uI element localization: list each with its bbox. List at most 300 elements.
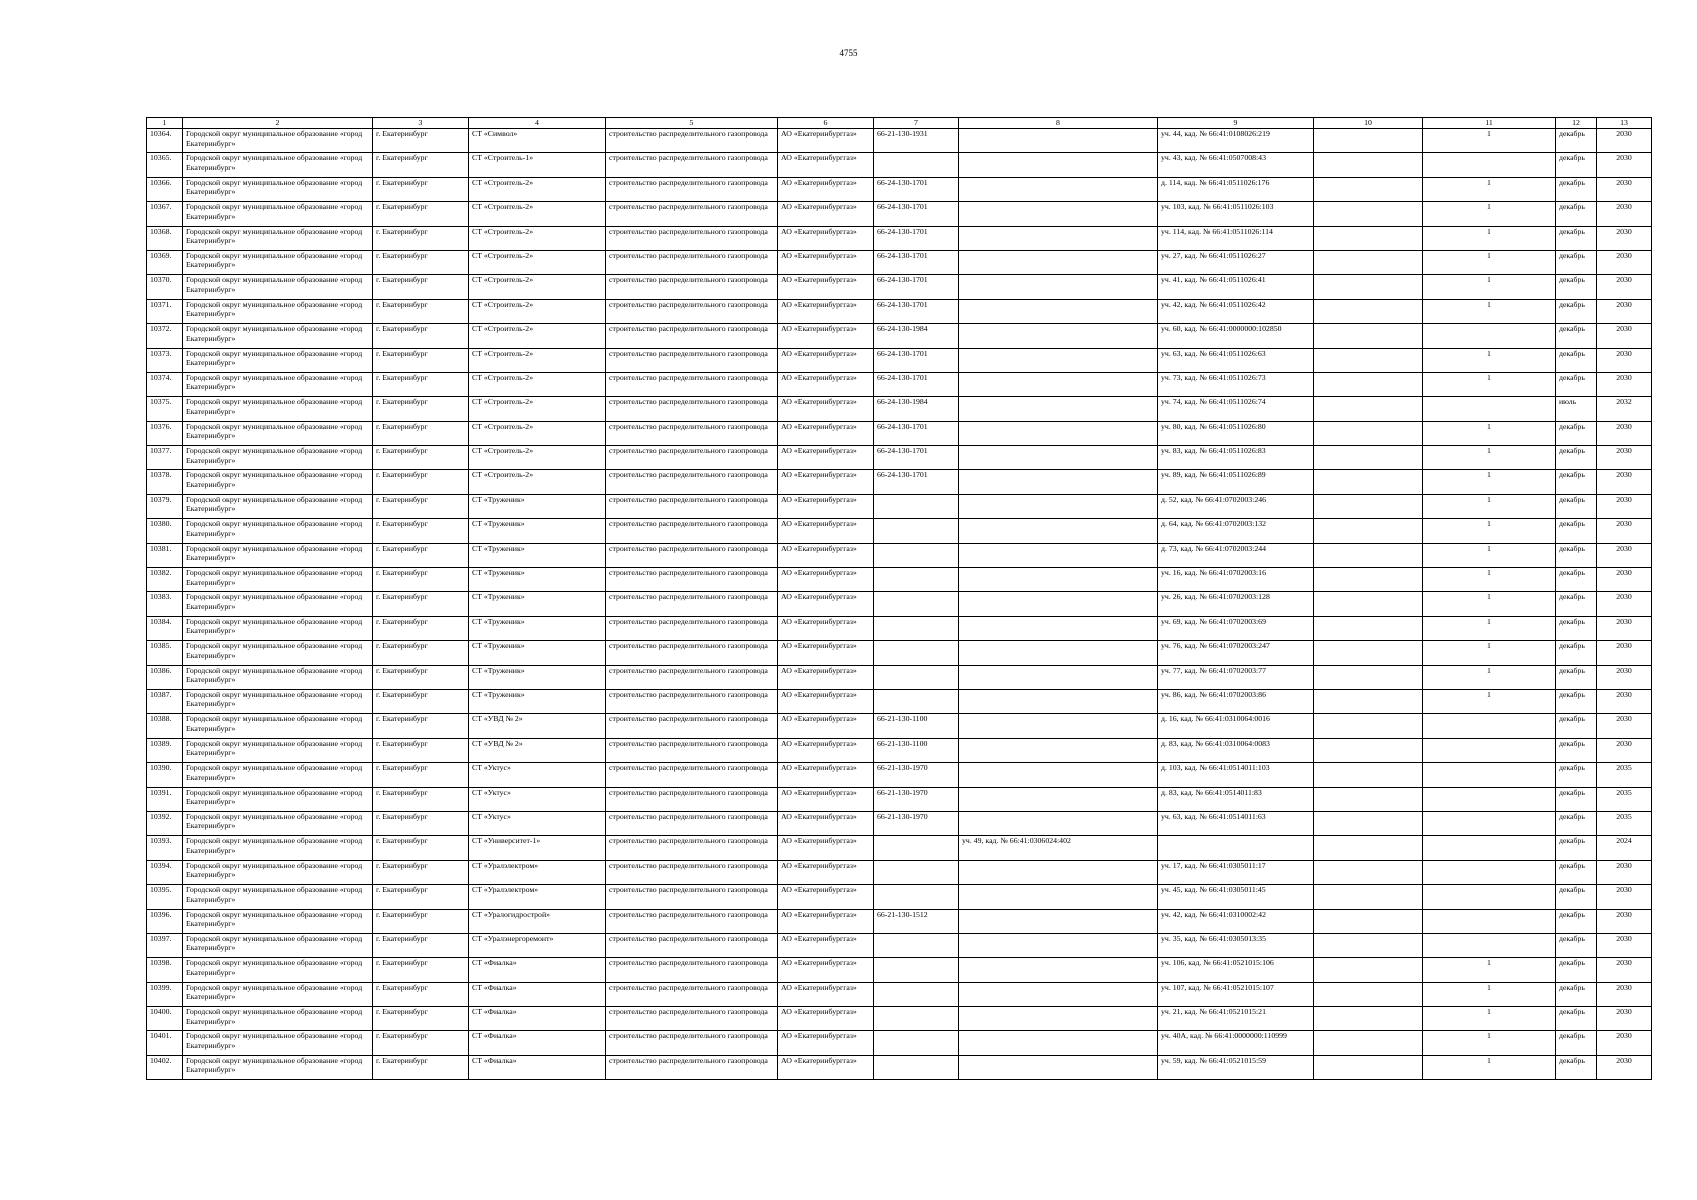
- table-row: [147, 226, 1652, 250]
- operator-cell: АО «Екатеринбурггаз»: [778, 470, 874, 494]
- month-cell: декабрь: [1556, 689, 1597, 713]
- column-number: 12: [1556, 118, 1597, 129]
- settlement-cell: СТ «Труженик»: [469, 592, 606, 616]
- locality-cell: г. Екатеринбург: [373, 836, 469, 860]
- municipality-cell: Городской округ муниципальное образование «город Екатеринбург»: [183, 397, 373, 421]
- operator-cell: АО «Екатеринбурггаз»: [778, 592, 874, 616]
- operator-cell: АО «Екатеринбурггаз»: [778, 348, 874, 372]
- work-type-cell: строительство распределительного газопровода: [606, 299, 778, 323]
- address-cell-8: [959, 494, 1158, 518]
- locality-cell: г. Екатеринбург: [373, 348, 469, 372]
- year-cell: 2030: [1597, 1031, 1652, 1055]
- column-10-cell: [1314, 885, 1423, 909]
- address-cell-8: [959, 568, 1158, 592]
- year-cell: 2030: [1597, 519, 1652, 543]
- work-type-cell: строительство распределительного газопровода: [606, 250, 778, 274]
- settlement-cell: СТ «Труженик»: [469, 568, 606, 592]
- year-cell: 2030: [1597, 543, 1652, 567]
- row-number: 10387.: [147, 689, 183, 713]
- month-cell: декабрь: [1556, 958, 1597, 982]
- table-body: [147, 129, 1652, 1080]
- column-10-cell: [1314, 299, 1423, 323]
- address-cell-8: [959, 202, 1158, 226]
- locality-cell: г. Екатеринбург: [373, 299, 469, 323]
- quantity-cell: [1423, 397, 1556, 421]
- locality-cell: г. Екатеринбург: [373, 421, 469, 445]
- column-number: 11: [1423, 118, 1556, 129]
- year-cell: 2030: [1597, 324, 1652, 348]
- locality-cell: г. Екатеринбург: [373, 958, 469, 982]
- column-number: 13: [1597, 118, 1652, 129]
- table-row: [147, 811, 1652, 835]
- table-row: [147, 543, 1652, 567]
- address-cell-9: уч. 27, кад. № 66:41:0511026:27: [1158, 250, 1314, 274]
- operator-cell: АО «Екатеринбурггаз»: [778, 689, 874, 713]
- municipality-cell: Городской округ муниципальное образование «город Екатеринбург»: [183, 275, 373, 299]
- operator-cell: АО «Екатеринбурггаз»: [778, 665, 874, 689]
- table-row: [147, 933, 1652, 957]
- locality-cell: г. Екатеринбург: [373, 397, 469, 421]
- month-cell: декабрь: [1556, 226, 1597, 250]
- month-cell: декабрь: [1556, 641, 1597, 665]
- row-number: 10376.: [147, 421, 183, 445]
- column-number: 9: [1158, 118, 1314, 129]
- operator-cell: АО «Екатеринбурггаз»: [778, 250, 874, 274]
- table-row: [147, 885, 1652, 909]
- settlement-cell: СТ «Строитель-2»: [469, 250, 606, 274]
- column-10-cell: [1314, 933, 1423, 957]
- municipality-cell: Городской округ муниципальное образование «город Екатеринбург»: [183, 372, 373, 396]
- work-type-cell: строительство распределительного газопровода: [606, 958, 778, 982]
- municipality-cell: Городской округ муниципальное образование «город Екатеринбург»: [183, 641, 373, 665]
- network-id-cell: 66-24-130-1701: [874, 299, 959, 323]
- network-id-cell: [874, 958, 959, 982]
- municipality-cell: Городской округ муниципальное образование «город Екатеринбург»: [183, 446, 373, 470]
- month-cell: декабрь: [1556, 275, 1597, 299]
- work-type-cell: строительство распределительного газопровода: [606, 641, 778, 665]
- address-cell-8: [959, 738, 1158, 762]
- row-number: 10369.: [147, 250, 183, 274]
- network-id-cell: [874, 494, 959, 518]
- year-cell: 2030: [1597, 860, 1652, 884]
- network-id-cell: [874, 641, 959, 665]
- quantity-cell: 1: [1423, 372, 1556, 396]
- row-number: 10395.: [147, 885, 183, 909]
- year-cell: 2030: [1597, 202, 1652, 226]
- work-type-cell: строительство распределительного газопровода: [606, 616, 778, 640]
- quantity-cell: 1: [1423, 470, 1556, 494]
- address-cell-8: [959, 665, 1158, 689]
- locality-cell: г. Екатеринбург: [373, 787, 469, 811]
- work-type-cell: строительство распределительного газопровода: [606, 714, 778, 738]
- quantity-cell: 1: [1423, 543, 1556, 567]
- quantity-cell: [1423, 324, 1556, 348]
- settlement-cell: СТ «Уралэлектром»: [469, 885, 606, 909]
- operator-cell: АО «Екатеринбурггаз»: [778, 202, 874, 226]
- locality-cell: г. Екатеринбург: [373, 177, 469, 201]
- work-type-cell: строительство распределительного газопровода: [606, 177, 778, 201]
- row-number: 10396.: [147, 909, 183, 933]
- row-number: 10397.: [147, 933, 183, 957]
- address-cell-8: [959, 299, 1158, 323]
- address-cell-9: уч. 16, кад. № 66:41:0702003:16: [1158, 568, 1314, 592]
- column-10-cell: [1314, 202, 1423, 226]
- quantity-cell: [1423, 811, 1556, 835]
- network-id-cell: [874, 1031, 959, 1055]
- locality-cell: г. Екатеринбург: [373, 226, 469, 250]
- settlement-cell: СТ «Строитель-2»: [469, 470, 606, 494]
- address-cell-9: уч. 44, кад. № 66:41:0108026:219: [1158, 129, 1314, 153]
- year-cell: 2030: [1597, 641, 1652, 665]
- operator-cell: АО «Екатеринбурггаз»: [778, 982, 874, 1006]
- column-10-cell: [1314, 275, 1423, 299]
- address-cell-9: уч. 114, кад. № 66:41:0511026:114: [1158, 226, 1314, 250]
- address-cell-9: уч. 45, кад. № 66:41:0305011:45: [1158, 885, 1314, 909]
- address-cell-9: уч. 21, кад. № 66:41:0521015:21: [1158, 1007, 1314, 1031]
- work-type-cell: строительство распределительного газопровода: [606, 348, 778, 372]
- row-number: 10374.: [147, 372, 183, 396]
- address-cell-9: уч. 60, кад. № 66:41:0000000:102850: [1158, 324, 1314, 348]
- municipality-cell: Городской округ муниципальное образование «город Екатеринбург»: [183, 811, 373, 835]
- network-id-cell: [874, 543, 959, 567]
- municipality-cell: Городской округ муниципальное образование «город Екатеринбург»: [183, 982, 373, 1006]
- column-10-cell: [1314, 763, 1423, 787]
- month-cell: декабрь: [1556, 177, 1597, 201]
- municipality-cell: Городской округ муниципальное образование «город Екатеринбург»: [183, 226, 373, 250]
- work-type-cell: строительство распределительного газопровода: [606, 665, 778, 689]
- year-cell: 2030: [1597, 129, 1652, 153]
- row-number: 10385.: [147, 641, 183, 665]
- municipality-cell: Городской округ муниципальное образование «город Екатеринбург»: [183, 324, 373, 348]
- row-number: 10400.: [147, 1007, 183, 1031]
- quantity-cell: 1: [1423, 1007, 1556, 1031]
- quantity-cell: 1: [1423, 226, 1556, 250]
- address-cell-9: уч. 40А, кад. № 66:41:0000000:110999: [1158, 1031, 1314, 1055]
- year-cell: 2030: [1597, 470, 1652, 494]
- quantity-cell: 1: [1423, 494, 1556, 518]
- address-cell-9: д. 16, кад. № 66:41:0310064:0016: [1158, 714, 1314, 738]
- row-number: 10378.: [147, 470, 183, 494]
- address-cell-9: уч. 103, кад. № 66:41:0511026:103: [1158, 202, 1314, 226]
- row-number: 10368.: [147, 226, 183, 250]
- row-number: 10373.: [147, 348, 183, 372]
- settlement-cell: СТ «Строитель-2»: [469, 299, 606, 323]
- table-row: [147, 787, 1652, 811]
- municipality-cell: Городской округ муниципальное образование «город Екатеринбург»: [183, 714, 373, 738]
- locality-cell: г. Екатеринбург: [373, 568, 469, 592]
- column-10-cell: [1314, 1055, 1423, 1079]
- column-10-cell: [1314, 421, 1423, 445]
- address-cell-9: уч. 42, кад. № 66:41:0310002:42: [1158, 909, 1314, 933]
- network-id-cell: 66-24-130-1701: [874, 177, 959, 201]
- column-number: 3: [373, 118, 469, 129]
- row-number: 10364.: [147, 129, 183, 153]
- month-cell: декабрь: [1556, 446, 1597, 470]
- address-cell-8: [959, 1007, 1158, 1031]
- address-cell-8: уч. 49, кад. № 66:41:0306024:402: [959, 836, 1158, 860]
- month-cell: декабрь: [1556, 494, 1597, 518]
- table-row: [147, 202, 1652, 226]
- locality-cell: г. Екатеринбург: [373, 1055, 469, 1079]
- locality-cell: г. Екатеринбург: [373, 494, 469, 518]
- table-row: [147, 494, 1652, 518]
- locality-cell: г. Екатеринбург: [373, 616, 469, 640]
- table-row: [147, 397, 1652, 421]
- quantity-cell: 1: [1423, 129, 1556, 153]
- address-cell-9: уч. 77, кад. № 66:41:0702003:77: [1158, 665, 1314, 689]
- address-cell-9: уч. 42, кад. № 66:41:0511026:42: [1158, 299, 1314, 323]
- column-number-row: [147, 118, 1652, 129]
- quantity-cell: 1: [1423, 202, 1556, 226]
- municipality-cell: Городской округ муниципальное образование «город Екатеринбург»: [183, 616, 373, 640]
- settlement-cell: СТ «Строитель-2»: [469, 324, 606, 348]
- municipality-cell: Городской округ муниципальное образование «город Екатеринбург»: [183, 738, 373, 762]
- address-cell-8: [959, 470, 1158, 494]
- row-number: 10392.: [147, 811, 183, 835]
- row-number: 10393.: [147, 836, 183, 860]
- municipality-cell: Городской округ муниципальное образование «город Екатеринбург»: [183, 787, 373, 811]
- operator-cell: АО «Екатеринбурггаз»: [778, 226, 874, 250]
- locality-cell: г. Екатеринбург: [373, 689, 469, 713]
- operator-cell: АО «Екатеринбурггаз»: [778, 446, 874, 470]
- table-row: [147, 299, 1652, 323]
- address-cell-8: [959, 641, 1158, 665]
- month-cell: декабрь: [1556, 568, 1597, 592]
- table-row: [147, 1007, 1652, 1031]
- operator-cell: АО «Екатеринбурггаз»: [778, 568, 874, 592]
- settlement-cell: СТ «Строитель-2»: [469, 372, 606, 396]
- address-cell-8: [959, 787, 1158, 811]
- settlement-cell: СТ «Фиалка»: [469, 1055, 606, 1079]
- work-type-cell: строительство распределительного газопровода: [606, 129, 778, 153]
- settlement-cell: СТ «Фиалка»: [469, 982, 606, 1006]
- municipality-cell: Городской округ муниципальное образование «город Екатеринбург»: [183, 348, 373, 372]
- address-cell-8: [959, 714, 1158, 738]
- year-cell: 2030: [1597, 250, 1652, 274]
- quantity-cell: 1: [1423, 982, 1556, 1006]
- table-row: [147, 641, 1652, 665]
- year-cell: 2035: [1597, 787, 1652, 811]
- address-cell-8: [959, 153, 1158, 177]
- network-id-cell: [874, 836, 959, 860]
- column-number: 5: [606, 118, 778, 129]
- table-row: [147, 689, 1652, 713]
- operator-cell: АО «Екатеринбурггаз»: [778, 421, 874, 445]
- row-number: 10401.: [147, 1031, 183, 1055]
- municipality-cell: Городской округ муниципальное образование «город Екатеринбург»: [183, 299, 373, 323]
- year-cell: 2030: [1597, 177, 1652, 201]
- address-cell-8: [959, 958, 1158, 982]
- locality-cell: г. Екатеринбург: [373, 763, 469, 787]
- table-row: [147, 421, 1652, 445]
- network-id-cell: [874, 1055, 959, 1079]
- column-10-cell: [1314, 1007, 1423, 1031]
- table-row: [147, 470, 1652, 494]
- quantity-cell: [1423, 860, 1556, 884]
- column-number: 1: [147, 118, 183, 129]
- year-cell: 2030: [1597, 1055, 1652, 1079]
- quantity-cell: 1: [1423, 665, 1556, 689]
- quantity-cell: 1: [1423, 299, 1556, 323]
- column-number: 6: [778, 118, 874, 129]
- month-cell: декабрь: [1556, 519, 1597, 543]
- settlement-cell: СТ «Строитель-2»: [469, 421, 606, 445]
- address-cell-8: [959, 519, 1158, 543]
- registry-table: [146, 117, 1652, 1080]
- address-cell-9: уч. 106, кад. № 66:41:0521015:106: [1158, 958, 1314, 982]
- table-row: [147, 909, 1652, 933]
- settlement-cell: СТ «Фиалка»: [469, 1007, 606, 1031]
- month-cell: декабрь: [1556, 153, 1597, 177]
- quantity-cell: 1: [1423, 568, 1556, 592]
- address-cell-9: [1158, 836, 1314, 860]
- work-type-cell: строительство распределительного газопровода: [606, 836, 778, 860]
- municipality-cell: Городской округ муниципальное образование «город Екатеринбург»: [183, 885, 373, 909]
- quantity-cell: 1: [1423, 250, 1556, 274]
- network-id-cell: [874, 860, 959, 884]
- month-cell: декабрь: [1556, 470, 1597, 494]
- month-cell: декабрь: [1556, 714, 1597, 738]
- row-number: 10383.: [147, 592, 183, 616]
- address-cell-9: д. 73, кад. № 66:41:0702003:244: [1158, 543, 1314, 567]
- row-number: 10386.: [147, 665, 183, 689]
- network-id-cell: 66-24-130-1701: [874, 348, 959, 372]
- row-number: 10384.: [147, 616, 183, 640]
- settlement-cell: СТ «Строитель-1»: [469, 153, 606, 177]
- month-cell: декабрь: [1556, 543, 1597, 567]
- quantity-cell: 1: [1423, 519, 1556, 543]
- column-10-cell: [1314, 811, 1423, 835]
- table-row: [147, 324, 1652, 348]
- month-cell: декабрь: [1556, 202, 1597, 226]
- month-cell: декабрь: [1556, 836, 1597, 860]
- month-cell: декабрь: [1556, 933, 1597, 957]
- address-cell-9: уч. 107, кад. № 66:41:0521015:107: [1158, 982, 1314, 1006]
- address-cell-9: уч. 59, кад. № 66:41:0521015:59: [1158, 1055, 1314, 1079]
- table-row: [147, 519, 1652, 543]
- year-cell: 2030: [1597, 616, 1652, 640]
- locality-cell: г. Екатеринбург: [373, 129, 469, 153]
- row-number: 10391.: [147, 787, 183, 811]
- quantity-cell: [1423, 885, 1556, 909]
- operator-cell: АО «Екатеринбурггаз»: [778, 641, 874, 665]
- settlement-cell: СТ «Фиалка»: [469, 958, 606, 982]
- settlement-cell: СТ «Строитель-2»: [469, 446, 606, 470]
- operator-cell: АО «Екатеринбурггаз»: [778, 763, 874, 787]
- network-id-cell: [874, 616, 959, 640]
- locality-cell: г. Екатеринбург: [373, 738, 469, 762]
- year-cell: 2032: [1597, 397, 1652, 421]
- address-cell-8: [959, 397, 1158, 421]
- address-cell-8: [959, 348, 1158, 372]
- address-cell-9: уч. 41, кад. № 66:41:0511026:41: [1158, 275, 1314, 299]
- address-cell-8: [959, 250, 1158, 274]
- year-cell: 2030: [1597, 568, 1652, 592]
- table-row: [147, 665, 1652, 689]
- table-row: [147, 860, 1652, 884]
- column-10-cell: [1314, 153, 1423, 177]
- operator-cell: АО «Екатеринбурггаз»: [778, 885, 874, 909]
- operator-cell: АО «Екатеринбурггаз»: [778, 836, 874, 860]
- work-type-cell: строительство распределительного газопровода: [606, 689, 778, 713]
- column-10-cell: [1314, 738, 1423, 762]
- row-number: 10389.: [147, 738, 183, 762]
- operator-cell: АО «Екатеринбурггаз»: [778, 1007, 874, 1031]
- column-10-cell: [1314, 860, 1423, 884]
- row-number: 10365.: [147, 153, 183, 177]
- network-id-cell: [874, 153, 959, 177]
- municipality-cell: Городской округ муниципальное образование «город Екатеринбург»: [183, 129, 373, 153]
- quantity-cell: 1: [1423, 689, 1556, 713]
- network-id-cell: [874, 519, 959, 543]
- column-10-cell: [1314, 324, 1423, 348]
- column-number: 8: [959, 118, 1158, 129]
- network-id-cell: 66-24-130-1701: [874, 421, 959, 445]
- address-cell-8: [959, 446, 1158, 470]
- settlement-cell: СТ «Труженик»: [469, 665, 606, 689]
- month-cell: декабрь: [1556, 592, 1597, 616]
- column-10-cell: [1314, 787, 1423, 811]
- work-type-cell: строительство распределительного газопровода: [606, 202, 778, 226]
- table-row: [147, 129, 1652, 153]
- municipality-cell: Городской округ муниципальное образование «город Екатеринбург»: [183, 909, 373, 933]
- address-cell-9: д. 103, кад. № 66:41:0514011:103: [1158, 763, 1314, 787]
- settlement-cell: СТ «Уралэлектром»: [469, 860, 606, 884]
- locality-cell: г. Екатеринбург: [373, 1007, 469, 1031]
- work-type-cell: строительство распределительного газопровода: [606, 153, 778, 177]
- work-type-cell: строительство распределительного газопровода: [606, 592, 778, 616]
- month-cell: декабрь: [1556, 811, 1597, 835]
- municipality-cell: Городской округ муниципальное образование «город Екатеринбург»: [183, 836, 373, 860]
- locality-cell: г. Екатеринбург: [373, 665, 469, 689]
- column-10-cell: [1314, 446, 1423, 470]
- municipality-cell: Городской округ муниципальное образование «город Екатеринбург»: [183, 568, 373, 592]
- operator-cell: АО «Екатеринбурггаз»: [778, 909, 874, 933]
- column-10-cell: [1314, 250, 1423, 274]
- network-id-cell: [874, 1007, 959, 1031]
- operator-cell: АО «Екатеринбурггаз»: [778, 811, 874, 835]
- address-cell-9: уч. 89, кад. № 66:41:0511026:89: [1158, 470, 1314, 494]
- locality-cell: г. Екатеринбург: [373, 250, 469, 274]
- column-10-cell: [1314, 543, 1423, 567]
- operator-cell: АО «Екатеринбурггаз»: [778, 1055, 874, 1079]
- quantity-cell: 1: [1423, 641, 1556, 665]
- locality-cell: г. Екатеринбург: [373, 641, 469, 665]
- municipality-cell: Городской округ муниципальное образование «город Екатеринбург»: [183, 592, 373, 616]
- operator-cell: АО «Екатеринбурггаз»: [778, 372, 874, 396]
- network-id-cell: 66-24-130-1701: [874, 202, 959, 226]
- month-cell: декабрь: [1556, 860, 1597, 884]
- settlement-cell: СТ «Строитель-2»: [469, 202, 606, 226]
- year-cell: 2030: [1597, 909, 1652, 933]
- settlement-cell: СТ «Университет-1»: [469, 836, 606, 860]
- work-type-cell: строительство распределительного газопровода: [606, 470, 778, 494]
- address-cell-8: [959, 372, 1158, 396]
- municipality-cell: Городской округ муниципальное образование «город Екатеринбург»: [183, 1007, 373, 1031]
- table-row: [147, 592, 1652, 616]
- work-type-cell: строительство распределительного газопровода: [606, 738, 778, 762]
- network-id-cell: [874, 933, 959, 957]
- quantity-cell: 1: [1423, 446, 1556, 470]
- work-type-cell: строительство распределительного газопровода: [606, 446, 778, 470]
- column-10-cell: [1314, 689, 1423, 713]
- operator-cell: АО «Екатеринбурггаз»: [778, 153, 874, 177]
- year-cell: 2030: [1597, 1007, 1652, 1031]
- work-type-cell: строительство распределительного газопровода: [606, 226, 778, 250]
- operator-cell: АО «Екатеринбурггаз»: [778, 543, 874, 567]
- row-number: 10388.: [147, 714, 183, 738]
- quantity-cell: 1: [1423, 421, 1556, 445]
